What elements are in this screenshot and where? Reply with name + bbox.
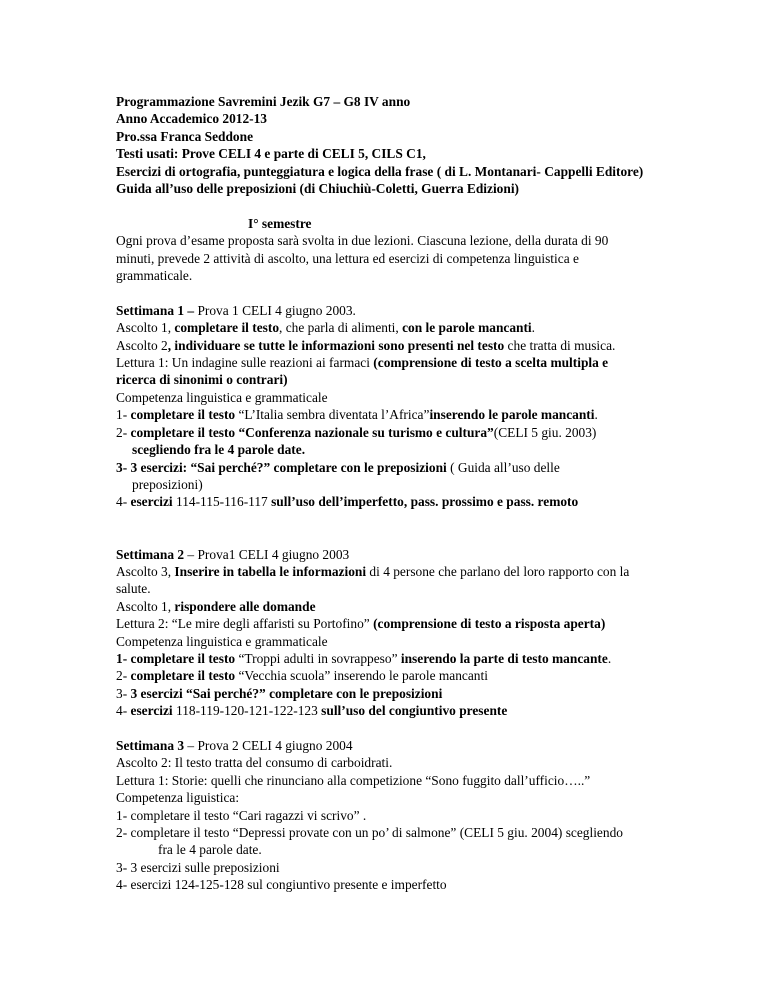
texts-used: Testi usati: Prove CELI 4 e parte di CELI 5, CILS C1, bbox=[116, 146, 426, 162]
spacer bbox=[116, 197, 728, 214]
text-run: rispondere alle domande bbox=[174, 598, 316, 614]
text-run: 4- bbox=[116, 494, 131, 510]
week-label: Settimana 2 bbox=[116, 546, 185, 562]
texts-used-exercises: Esercizi di ortografia, punteggiatura e logica della frase ( di L. Montanari- Cappelli Editore) bbox=[116, 163, 644, 179]
week-1-heading bbox=[116, 302, 728, 319]
week-3-section bbox=[116, 737, 728, 894]
text-run: Ascolto 1, bbox=[116, 598, 175, 614]
exercise-item bbox=[116, 424, 728, 441]
text-run: . bbox=[594, 407, 598, 423]
week-1-section bbox=[116, 302, 728, 511]
exercise-item bbox=[116, 685, 728, 702]
week-exam: – Prova 2 CELI 4 giugno 2004 bbox=[184, 737, 353, 753]
week-2-heading bbox=[116, 546, 728, 563]
text-run: . bbox=[607, 650, 612, 666]
text-run: con le parole mancanti bbox=[402, 320, 532, 336]
exercise-item bbox=[116, 650, 728, 667]
text-run: 3 esercizi “Sai perché?” completare con le preposizioni bbox=[130, 685, 443, 701]
text-run: completare il testo bbox=[174, 320, 280, 336]
text-run: di 4 persone che parlano del loro rapporto con la bbox=[366, 563, 630, 579]
reading-item-continued: ricerca di sinonimi o contrari) bbox=[116, 372, 288, 388]
reading-item bbox=[116, 354, 728, 371]
text-run: Lettura 1: Un indagine sulle reazioni ai farmaci bbox=[116, 355, 374, 371]
exercise-item bbox=[116, 459, 728, 476]
text-run: sull’uso del congiuntivo presente bbox=[321, 703, 508, 719]
reading-item: Lettura 1: Storie: quelli che rinunciano alla competizione “Sono fuggito dall’ufficio…..” bbox=[116, 772, 591, 788]
intro-line: grammaticale. bbox=[116, 268, 193, 284]
exercise-item: 1- completare il testo “Cari ragazzi vi scrivo” . bbox=[116, 807, 367, 823]
text-run: esercizi bbox=[130, 494, 173, 510]
competence-heading: Competenza linguistica e grammaticale bbox=[116, 633, 328, 649]
text-run: Inserire in tabella le informazioni bbox=[174, 563, 367, 579]
week-3-heading bbox=[116, 737, 728, 754]
exercise-item bbox=[116, 702, 728, 719]
semester-heading: I° semestre bbox=[248, 215, 312, 231]
exercise-item: 4- esercizi 124-125-128 sul congiuntivo presente e imperfetto bbox=[116, 877, 447, 893]
competence-heading: Competenza liguistica: bbox=[116, 790, 240, 806]
course-title: Programmazione Savremini Jezik G7 – G8 IV anno bbox=[116, 94, 411, 109]
text-run: completare il testo “Conferenza nazionale su turismo e cultura” bbox=[130, 424, 494, 440]
text-run: Lettura 2: “Le mire degli affaristi su Portofino” bbox=[116, 616, 374, 632]
text-run: 118-119-120-121-122-123 bbox=[172, 703, 322, 719]
text-run: inserendo la parte di testo mancante bbox=[400, 650, 608, 666]
text-run: esercizi bbox=[130, 703, 173, 719]
text-run: 114-115-116-117 bbox=[172, 494, 272, 510]
texts-used-guide: Guida all’uso delle preposizioni (di Chiuchiù-Coletti, Guerra Edizioni) bbox=[116, 181, 519, 197]
text-run: sull’uso dell’imperfetto, pass. prossimo e pass. remoto bbox=[271, 494, 579, 510]
week-label: Settimana 3 bbox=[116, 737, 185, 753]
text-run: 1- bbox=[116, 407, 131, 423]
text-run: (CELI 5 giu. 2003) bbox=[493, 424, 597, 440]
text-run: Ascolto 3, bbox=[116, 563, 175, 579]
intro-line: Ogni prova d’esame proposta sarà svolta in due lezioni. Ciascuna lezione, della durata di 90 bbox=[116, 233, 609, 249]
text-run: completare il testo bbox=[130, 407, 236, 423]
text-run: Ascolto 2 bbox=[116, 337, 168, 353]
exercise-item bbox=[116, 667, 728, 684]
text-run: 4- bbox=[116, 703, 131, 719]
text-run: “Vecchia scuola” inserendo le parole mancanti bbox=[235, 668, 488, 684]
text-run: 2- bbox=[116, 668, 131, 684]
text-run: . bbox=[531, 320, 536, 336]
text-run: , individuare se tutte le informazioni sono presenti nel testo bbox=[167, 337, 505, 353]
text-run: “Troppi adulti in sovrappeso” bbox=[235, 650, 401, 666]
competence-heading: Competenza linguistica e grammaticale bbox=[116, 389, 328, 405]
text-run: Ascolto 1, bbox=[116, 320, 175, 336]
exercise-item-continued: fra le 4 parole date. bbox=[158, 842, 262, 858]
listening-item bbox=[116, 337, 728, 354]
document-header bbox=[116, 93, 728, 197]
listening-item bbox=[116, 319, 728, 336]
week-2-section bbox=[116, 546, 728, 720]
exercise-item bbox=[116, 493, 728, 510]
exercise-item: 2- completare il testo “Depressi provate con un po’ di salmone” (CELI 5 giu. 2004) scegliendo bbox=[116, 825, 623, 840]
text-run: , che parla di alimenti, bbox=[279, 320, 403, 336]
text-run: completare il testo bbox=[130, 668, 236, 684]
listening-item-continued: salute. bbox=[116, 581, 151, 597]
text-run: (comprensione di testo a risposta aperta) bbox=[373, 616, 606, 632]
text-run: ( Guida all’uso delle bbox=[446, 459, 560, 475]
intro-line: minuti, prevede 2 attività di ascolto, una lettura ed esercizi di competenza linguistica e bbox=[116, 250, 579, 266]
week-exam: Prova 1 CELI 4 giugno 2003. bbox=[194, 302, 356, 318]
week-exam: – Prova1 CELI 4 giugno 2003 bbox=[184, 546, 350, 562]
exercise-item-continued: scegliendo fra le 4 parole date. bbox=[132, 442, 306, 458]
text-run: 2- bbox=[116, 424, 131, 440]
reading-item bbox=[116, 615, 728, 632]
week-label: Settimana 1 – bbox=[116, 302, 195, 318]
text-run: 1- completare il testo bbox=[116, 650, 236, 666]
text-run: 3- 3 esercizi: “Sai perché?” completare con le preposizioni bbox=[116, 459, 447, 475]
professor-name: Pro.ssa Franca Seddone bbox=[116, 128, 254, 144]
intro-paragraph bbox=[116, 232, 728, 284]
text-run: che tratta di musica. bbox=[504, 337, 616, 353]
text-run: “L’Italia sembra diventata l’Africa” bbox=[235, 407, 430, 423]
exercise-item: 3- 3 esercizi sulle preposizioni bbox=[116, 859, 280, 875]
listening-item: Ascolto 2: Il testo tratta del consumo di carboidrati. bbox=[116, 755, 393, 771]
listening-item bbox=[116, 563, 728, 580]
text-run: 3- bbox=[116, 685, 131, 701]
academic-year: Anno Accademico 2012-13 bbox=[116, 111, 268, 127]
listening-item bbox=[116, 598, 728, 615]
text-run: inserendo le parole mancanti bbox=[429, 407, 595, 423]
text-run: (comprensione di testo a scelta multipla e bbox=[373, 355, 609, 371]
exercise-item-continued: preposizioni) bbox=[132, 476, 203, 492]
exercise-item bbox=[116, 406, 728, 423]
